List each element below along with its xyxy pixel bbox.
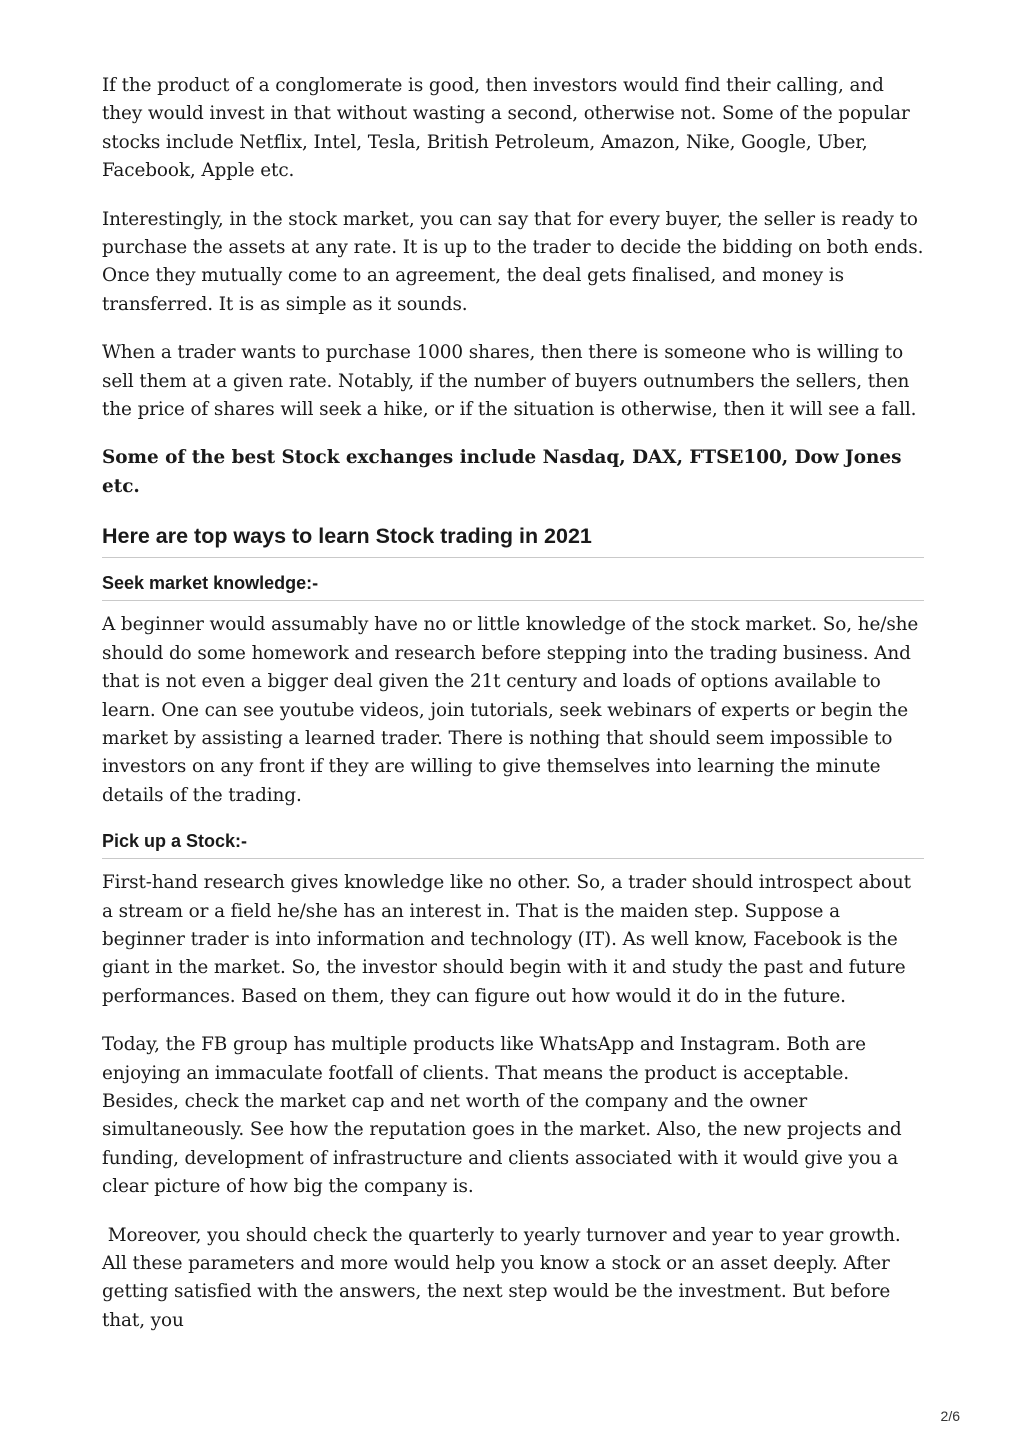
paragraph-fb-group: Today, the FB group has multiple products like WhatsApp and Instagram. Both are enjoying an immaculate footfall of clients. That means the product is acceptable. Besides, check the market cap and net worth of the company and the owner simultaneously. See how the reputation goes in the market. Also, the new projects and funding, development of infrastructure and clients associated with it would give you a clear picture of how big the company is. <box>102 1034 902 1198</box>
subheading-pick-up-stock: Pick up a Stock:- <box>102 830 924 859</box>
paragraph-shares: When a trader wants to purchase 1000 shares, then there is someone who is willing to sell them at a given rate. Notably, if the number of buyers outnumbers the sellers, then the price of shares will seek a hike, or if the situation is otherwise, then it will see a fall. <box>102 342 917 421</box>
paragraph-beginner-knowledge: A beginner would assumably have no or little knowledge of the stock market. So, he/she should do some homework and research before stepping into the trading business. And that is not even a bigger deal given the 21t century and loads of options available to learn. One can see youtube videos, join tutorials, seek webinars of experts or begin the market by assisting a learned trader. There is nothing that should seem impossible to investors on any front if they are willing to give themselves into learning the minute details of the trading. <box>102 614 919 806</box>
paragraph-conglomerate: If the product of a conglomerate is good, then investors would find their calling, and they would invest in that without wasting a second, otherwise not. Some of the popular stocks include Netflix, Intel, Tesla, British Petroleum, Amazon, Nike, Google, Uber, Facebook, Apple etc. <box>102 75 910 182</box>
paragraph-turnover-growth: Moreover, you should check the quarterly to yearly turnover and year to year growth. All these parameters and more would help you know a stock or an asset deeply. After getting satisfied with the answers, the next step would be the investment. But before that, you <box>102 1224 907 1331</box>
document-body <box>102 72 924 1355</box>
subheading-seek-market-knowledge: Seek market knowledge:- <box>102 572 924 601</box>
paragraph-buyer-seller: Interestingly, in the stock market, you can say that for every buyer, the seller is ready to purchase the assets at any rate. It is up to the trader to decide the bidding on both ends. Once they mutually come to an agreement, the deal gets finalised, and money is transferred. It is as simple as it sounds. <box>102 208 924 315</box>
paragraph-first-hand-research: First-hand research gives knowledge like no other. So, a trader should introspect about a stream or a field he/she has an interest in. That is the maiden step. Suppose a beginner trader is into information and technology (IT). As well know, Facebook is the giant in the market. So, the investor should begin with it and study the past and future performances. Based on them, they can figure out how would it do in the future. <box>102 872 911 1007</box>
paragraph-stock-exchanges: Some of the best Stock exchanges include Nasdaq, DAX, FTSE100, Dow Jones etc. <box>102 447 902 497</box>
section-heading-top-ways: Here are top ways to learn Stock trading in 2021 <box>102 523 924 558</box>
page-number: 2/6 <box>940 1408 960 1424</box>
